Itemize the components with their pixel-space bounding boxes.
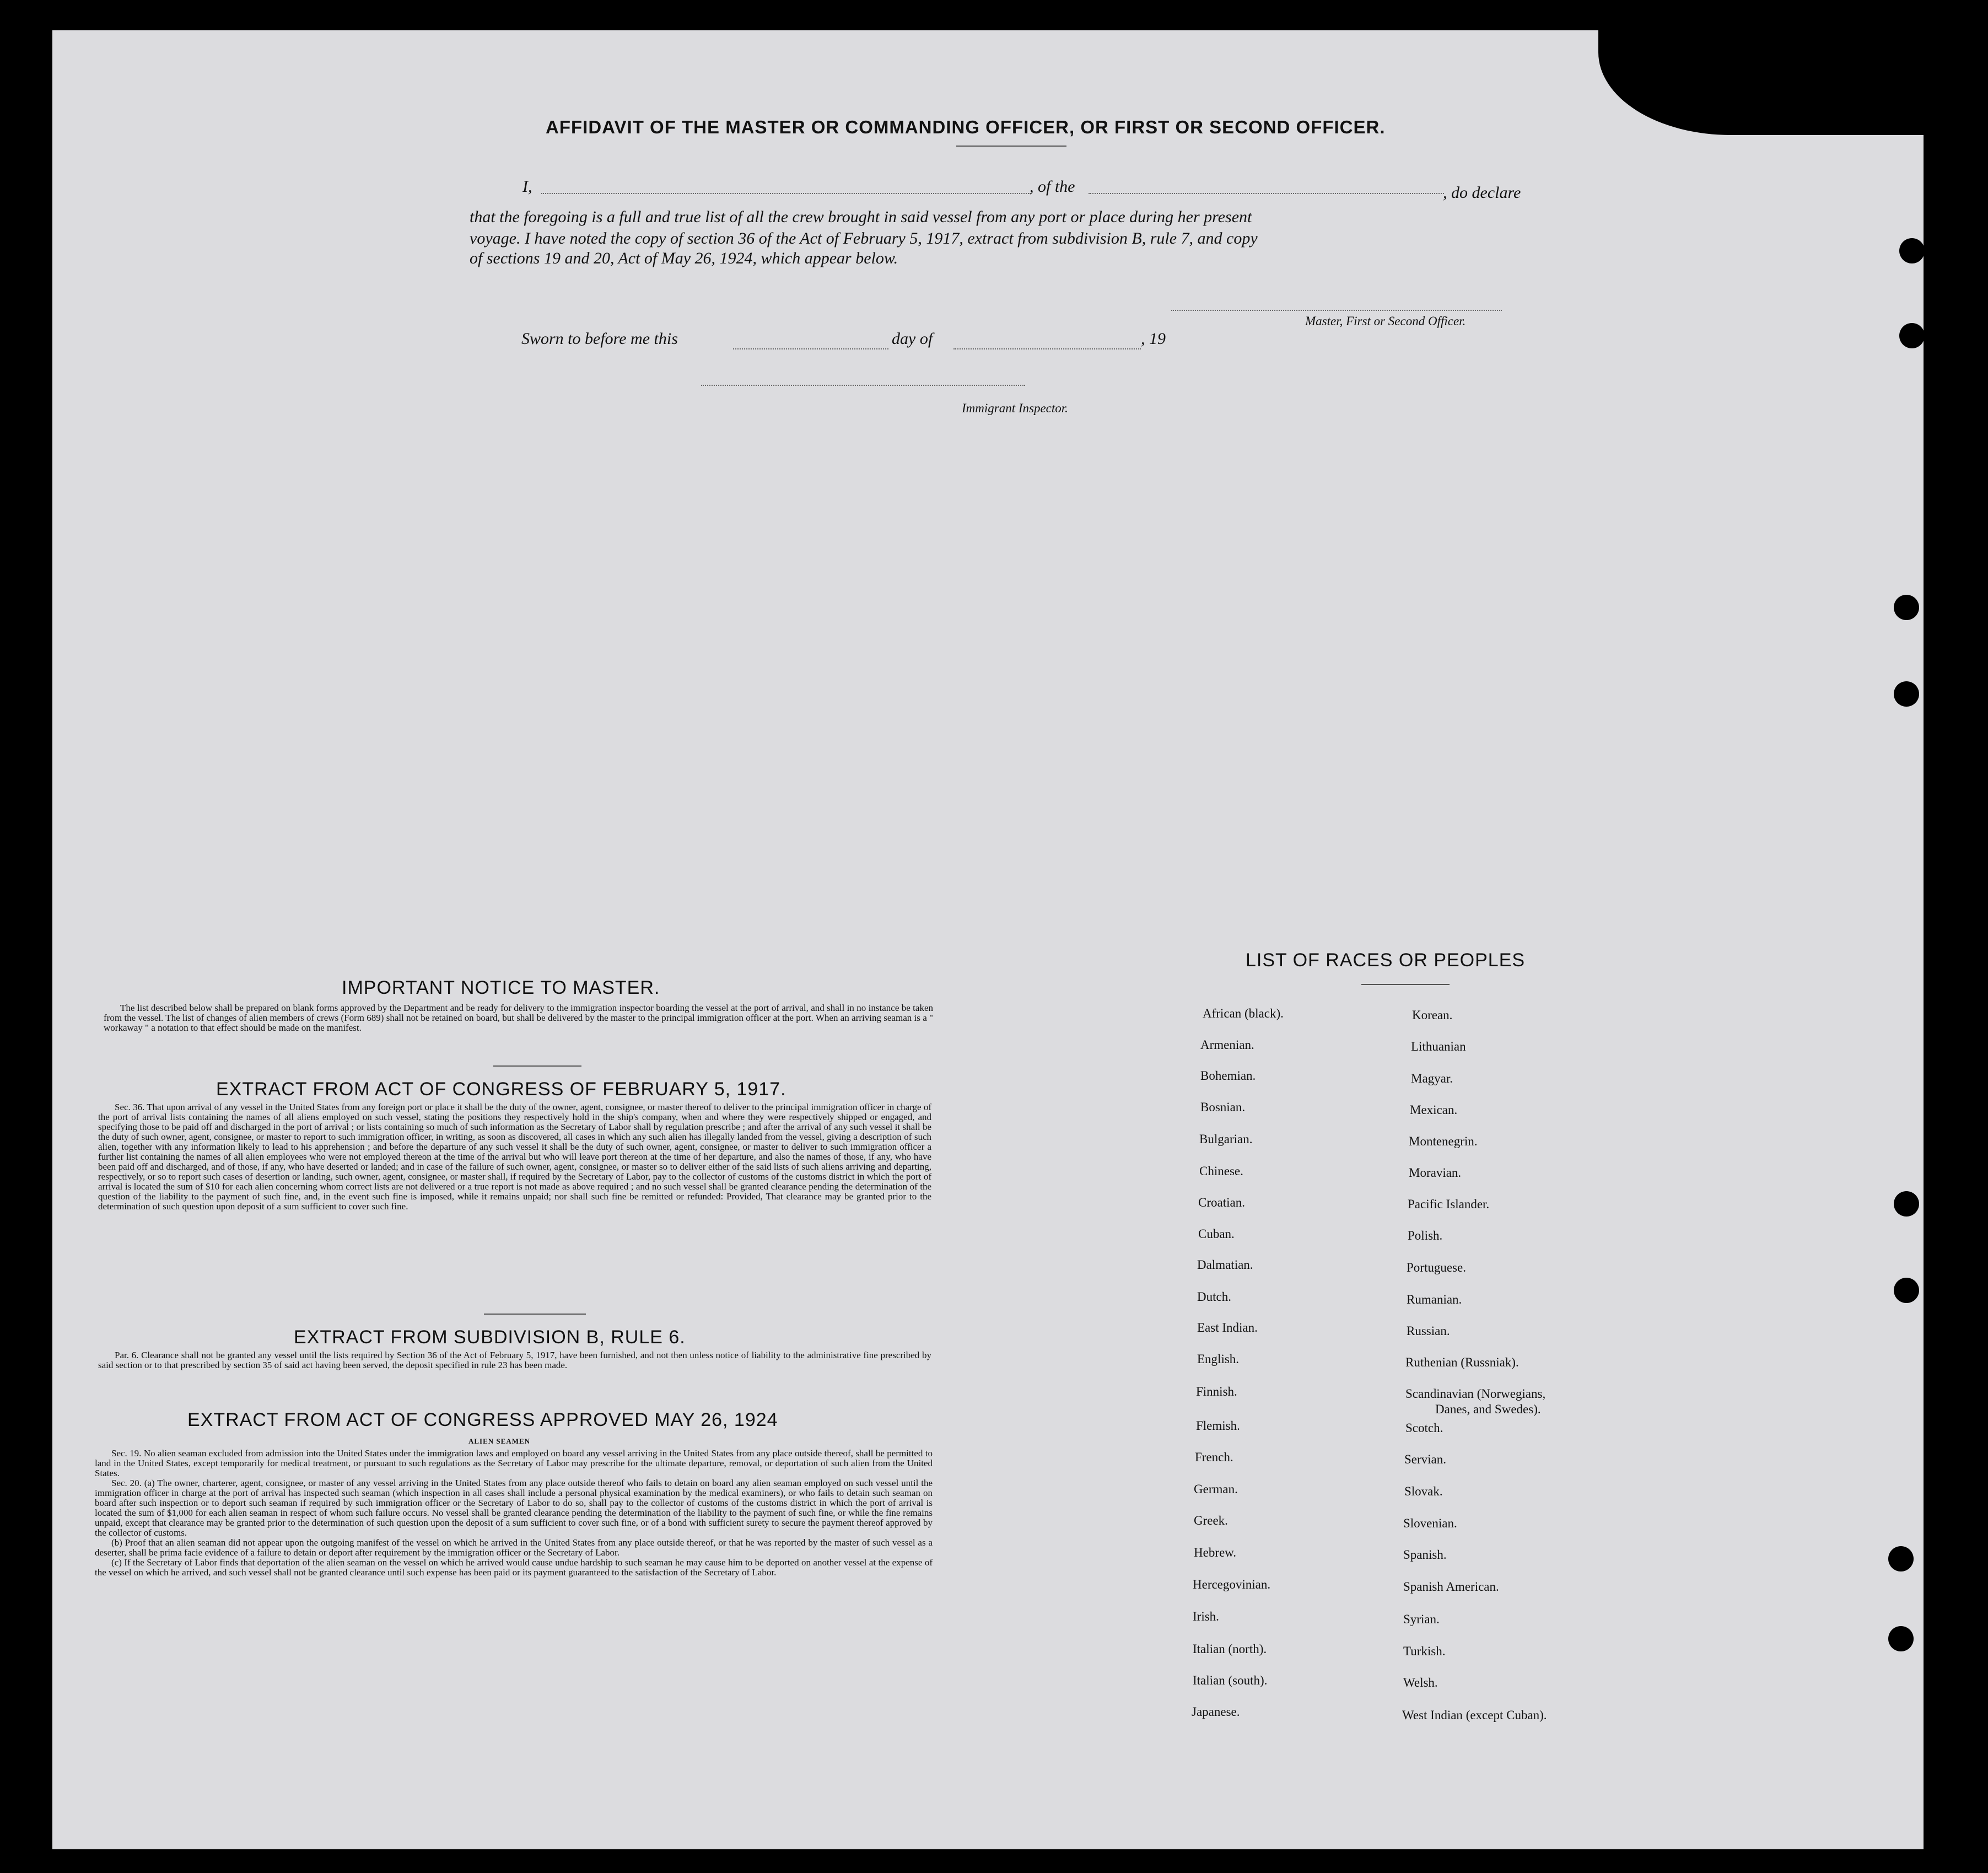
affidavit-declare-label: , do declare	[1443, 184, 1521, 202]
affidavit-of-the-label: , of the	[1030, 177, 1075, 196]
race-item: Rumanian.	[1407, 1293, 1462, 1306]
punch-hole	[1894, 1191, 1919, 1217]
notice-paragraph: The list described below shall be prepared on blank forms approved by the Department and be ready for delivery to the immigration inspector boarding the vessel at the port of arrival, and shall in no instance be taken from the vessel. The list of changes of alien members of crews (Form 689) shall not be retained on board, but shall be delivered by the master to the principal immigration officer at the port. When an arriving seaman is a " workaway " a notation to that effect should be made on the manifest.	[104, 1003, 933, 1033]
sec-19-paragraph: Sec. 19. No alien seaman excluded from admission into the United States under the immigration laws and employed on board any vessel arriving in the United States from any place outside thereof, shall be permitted to land in the United States, except temporarily for medical treatment, or pursuant to such regulations as the Secretary of Labor may prescribe for the ultimate departure, removal, or deportation of such alien from the United States.	[95, 1448, 933, 1478]
race-item: Pacific Islander.	[1408, 1197, 1490, 1211]
race-item: Servian.	[1404, 1452, 1447, 1466]
extract-1917-text	[98, 1102, 931, 1212]
race-item: Italian (north).	[1193, 1642, 1267, 1656]
race-item: Cuban.	[1198, 1227, 1235, 1241]
sworn-day-blank[interactable]	[733, 348, 888, 349]
inspector-caption: Immigrant Inspector.	[962, 401, 1068, 415]
divider	[493, 1065, 581, 1067]
master-signature-line[interactable]	[1171, 310, 1502, 311]
race-item: Greek.	[1194, 1514, 1228, 1527]
race-item: Ruthenian (Russniak).	[1405, 1355, 1519, 1369]
race-item: Slovenian.	[1403, 1516, 1457, 1530]
day-of-label: day of	[892, 330, 933, 348]
race-item: Japanese.	[1192, 1705, 1240, 1719]
sec-20a-paragraph: Sec. 20. (a) The owner, charterer, agent, consignee, or master of any vessel arriving in the United States from any place outside thereof who fails to detain on board any alien seaman employed on such vessel until the immigration officer in charge at the port of arrival has inspected such seaman (which inspection in all cases shall include a personal physical examination by the medical examiners), or who fails to detain such seaman on board after such inspection or to deport such seaman if required by such immigration officer or the Secretary of Labor to do so, shall pay to the collector of customs of the customs district in which the port of arrival is located the sum of $1,000 for each alien seaman in respect of whom such failure occurs. No vessel shall be granted clearance pending the determination of the liability to the payment of such fine, or while the fine remains unpaid, except that clearance may be granted prior to the determination of such question upon the deposit of a sum sufficient to cover such fine, or of a bond with sufficient surety to secure the payment thereof approved by the collector of customs.	[95, 1478, 933, 1538]
race-item: Finnish.	[1196, 1385, 1237, 1398]
race-item: Russian.	[1407, 1324, 1450, 1338]
race-item: West Indian (except Cuban).	[1402, 1708, 1547, 1722]
vessel-blank[interactable]	[1089, 193, 1444, 194]
sworn-label: Sworn to before me this	[521, 330, 678, 348]
race-item: Hebrew.	[1194, 1546, 1237, 1559]
notice-text	[104, 1003, 933, 1033]
sec-20b-paragraph: (b) Proof that an alien seaman did not appear upon the outgoing manifest of the vessel on which he arrived in the United States from any place outside thereof, or that he was reported by the master of such vessel as a deserter, shall be prima facie evidence of a failure to detain or deport after requirement by the immigration officer or the Secretary of Labor.	[95, 1537, 933, 1558]
races-title: LIST OF RACES OR PEOPLES	[1246, 950, 1526, 971]
divider	[956, 146, 1066, 147]
sec-20c-paragraph: (c) If the Secretary of Labor finds that deportation of the alien seaman on the vessel on which he arrived would cause undue hardship to such seaman he may cause him to be deported on another vessel at the expense of the vessel on which he arrived, and such vessel shall not be granted clearance until such expense has been paid or its payment guaranteed to the satisfaction of the Secretary of Labor.	[95, 1557, 933, 1578]
race-item: Portuguese.	[1407, 1261, 1466, 1274]
race-item: Welsh.	[1403, 1676, 1438, 1689]
extract-1917-title: EXTRACT FROM ACT OF CONGRESS OF FEBRUARY 5, 1917.	[216, 1079, 786, 1100]
race-item: Croatian.	[1198, 1196, 1245, 1209]
race-item: Spanish.	[1403, 1548, 1447, 1562]
divider	[484, 1314, 586, 1315]
notice-title: IMPORTANT NOTICE TO MASTER.	[342, 977, 660, 998]
punch-hole	[1899, 238, 1925, 263]
alien-seamen-subtitle: ALIEN SEAMEN	[468, 1437, 531, 1445]
affidavit-text-line-1: that the foregoing is a full and true list of all the crew brought in said vessel from any port or place during her present	[470, 208, 1252, 226]
race-item: African (black).	[1203, 1007, 1284, 1020]
race-item: Montenegrin.	[1409, 1134, 1478, 1148]
affidavit-text-line-2: voyage. I have noted the copy of section 36 of the Act of February 5, 1917, extract from subdivision B, rule 7, and copy	[470, 229, 1258, 247]
master-caption: Master, First or Second Officer.	[1305, 314, 1466, 328]
page-edge	[1924, 30, 1988, 1871]
race-item: Scandinavian (Norwegians,	[1405, 1387, 1546, 1401]
section-36-paragraph: Sec. 36. That upon arrival of any vessel in the United States from any foreign port or place it shall be the duty of the owner, agent, consignee, or master thereof to deliver to the principal immigration officer in charge of the port of arrival lists containing the names of all aliens employed on such vessel, stating the positions they respectively hold in the ship's company, when and where they were respectively shipped or engaged, and specifying those to be paid off and discharged in the port of arrival ; or lists containing so much of such information as the Secretary of Labor shall by regulation prescribe ; and after the arrival of any such vessel it shall be the duty of such owner, agent, consignee, or master to report to such immigration officer, in writing, as soon as discovered, all cases in which any such alien has illegally landed from the vessel, giving a description of such alien, together with any information likely to lead to his apprehension ; and before the departure of any such vessel it shall be the duty of such owner, agent, consignee, or master to deliver to such immigration officer a further list containing the names of all alien employees who were not employed thereon at the time of the arrival but who will leave port thereon at the time of her departure, and also the names of those, if any, who have been paid off and discharged, and of those, if any, who have deserted or landed; and in case of the failure of such owner, agent, consignee, or master so to deliver either of the said lists of such aliens arriving and departing, respectively, or so to report such cases of desertion or landing, such owner, agent, consignee, or master shall, if required by the Secretary of Labor, pay to the collector of customs of the customs district in which the port of arrival is located the sum of $10 for each alien concerning whom correct lists are not delivered or a true report is not made as above required ; and no such vessel shall be granted clearance pending the determination of the question of the liability to the payment of such fine, and, in the event such fine is imposed, while it remains unpaid; nor shall such fine be remitted or refunded: Provided, That clearance may be granted prior to the determination of such question upon deposit of a sum sufficient to cover such fine.	[98, 1102, 931, 1212]
extract-1924-text	[95, 1449, 933, 1578]
race-item: Turkish.	[1403, 1644, 1446, 1658]
year-label: , 19	[1141, 330, 1166, 348]
race-item: Dutch.	[1197, 1290, 1231, 1304]
punch-hole	[1894, 681, 1919, 707]
race-item: Mexican.	[1410, 1103, 1458, 1117]
punch-hole	[1888, 1626, 1914, 1651]
race-item: Scotch.	[1405, 1421, 1443, 1435]
extract-1924-title: EXTRACT FROM ACT OF CONGRESS APPROVED MAY 26, 1924	[187, 1409, 778, 1430]
race-item: Syrian.	[1403, 1612, 1440, 1626]
race-item: Bosnian.	[1200, 1100, 1246, 1114]
race-item: Polish.	[1408, 1229, 1443, 1242]
punch-hole	[1894, 595, 1919, 620]
name-blank[interactable]	[541, 193, 1031, 194]
race-item: Korean.	[1412, 1008, 1453, 1022]
affidavit-i-label: I,	[522, 177, 532, 196]
race-item: Armenian.	[1200, 1038, 1254, 1052]
affidavit-text-line-3: of sections 19 and 20, Act of May 26, 1924, which appear below.	[470, 249, 898, 267]
extract-rule6-title: EXTRACT FROM SUBDIVISION B, RULE 6.	[294, 1327, 686, 1348]
race-item: Magyar.	[1411, 1072, 1453, 1085]
race-item: German.	[1194, 1482, 1238, 1496]
race-item: Chinese.	[1199, 1164, 1243, 1178]
race-item: Slovak.	[1404, 1484, 1443, 1498]
race-item: Dalmatian.	[1197, 1258, 1253, 1272]
race-item: French.	[1195, 1450, 1233, 1464]
race-item: Bulgarian.	[1199, 1132, 1253, 1146]
sworn-month-blank[interactable]	[953, 348, 1141, 349]
par-6-paragraph: Par. 6. Clearance shall not be granted any vessel until the lists required by Section 36 of the Act of February 5, 1917, have been furnished, and not then unless notice of liability to the administrative fine prescribed by said section or to that prescribed by section 35 of said act having been served, the deposit specified in rule 23 has been made.	[98, 1350, 931, 1370]
affidavit-title: AFFIDAVIT OF THE MASTER OR COMMANDING OFFICER, OR FIRST OR SECOND OFFICER.	[546, 117, 1386, 137]
punch-hole	[1894, 1278, 1919, 1303]
race-item: East Indian.	[1197, 1321, 1258, 1334]
punch-hole	[1899, 323, 1925, 348]
race-item: Flemish.	[1196, 1419, 1240, 1433]
race-item: Bohemian.	[1200, 1069, 1256, 1083]
race-item: Spanish American.	[1403, 1580, 1499, 1594]
race-item: Italian (south).	[1193, 1673, 1268, 1687]
race-item: Moravian.	[1409, 1166, 1462, 1180]
race-item: Irish.	[1193, 1610, 1219, 1623]
race-item: Hercegovinian.	[1193, 1578, 1271, 1591]
race-item: Danes, and Swedes).	[1435, 1402, 1541, 1416]
punch-hole	[1888, 1546, 1914, 1571]
divider	[1361, 984, 1450, 985]
extract-rule6-text	[98, 1350, 931, 1370]
race-item: Lithuanian	[1411, 1040, 1466, 1053]
inspector-signature-line[interactable]	[701, 385, 1025, 386]
race-item: English.	[1197, 1352, 1240, 1366]
